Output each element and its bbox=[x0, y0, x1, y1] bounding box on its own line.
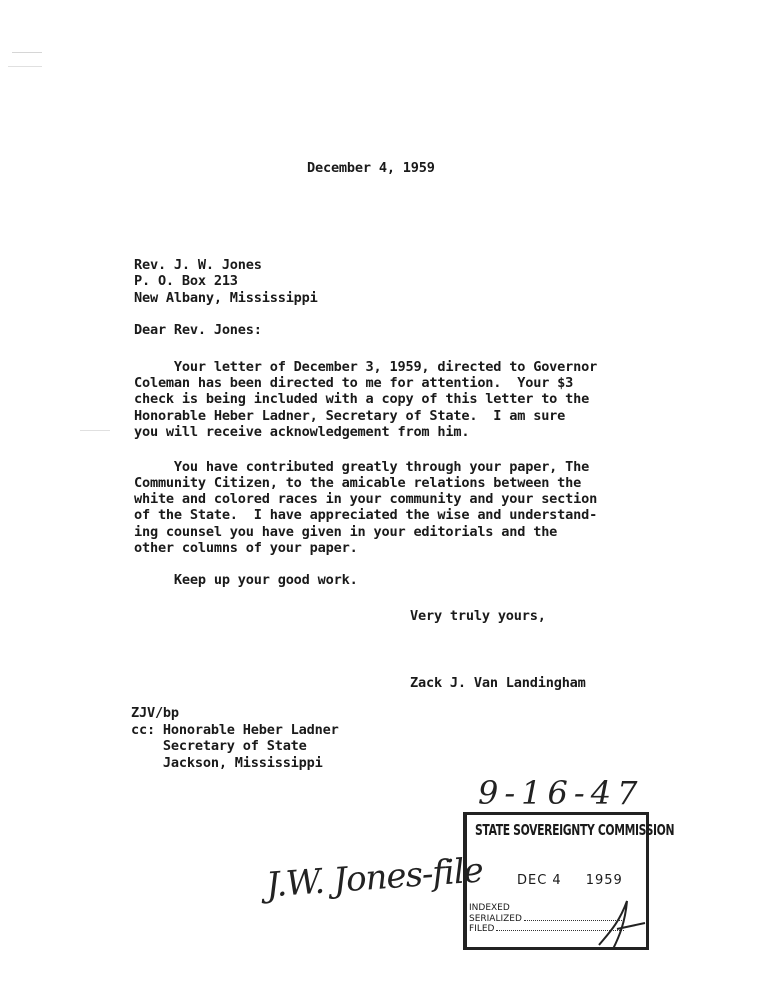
salutation: Dear Rev. Jones: bbox=[134, 322, 262, 338]
cc-line: Secretary of State bbox=[131, 738, 307, 754]
body-line: white and colored races in your community and your section bbox=[134, 491, 598, 507]
body-line: check is being included with a copy of this letter to the bbox=[134, 391, 590, 407]
scan-speck bbox=[8, 66, 42, 67]
body-line: Community Citizen, to the amicable relations between the bbox=[134, 475, 582, 491]
body-line: ing counsel you have given in your editorials and the bbox=[134, 524, 558, 540]
body-line: of the State. I have appreciated the wise and understand- bbox=[134, 507, 598, 523]
letter-date: December 4, 1959 bbox=[307, 160, 435, 176]
recipient-line: New Albany, Mississippi bbox=[134, 290, 318, 306]
stamp-filed: FILED bbox=[469, 923, 624, 934]
recipient-line: Rev. J. W. Jones bbox=[134, 257, 262, 273]
body-line: Honorable Heber Ladner, Secretary of State. I am sure bbox=[134, 408, 566, 424]
body-line: you will receive acknowledgement from him. bbox=[134, 424, 470, 440]
typist-initials: ZJV/bp bbox=[131, 705, 179, 721]
stamp-initials-scribble bbox=[589, 893, 649, 953]
body-line: You have contributed greatly through your paper, The bbox=[134, 459, 590, 475]
received-stamp bbox=[463, 812, 675, 950]
stamp-date-month: DEC 4 bbox=[517, 873, 562, 888]
stamp-indexed: INDEXED bbox=[469, 903, 510, 913]
cc-line: cc: Honorable Heber Ladner bbox=[131, 722, 339, 738]
recipient-line: P. O. Box 213 bbox=[134, 273, 238, 289]
body-line: Coleman has been directed to me for attention. Your $3 bbox=[134, 375, 574, 391]
scan-speck bbox=[80, 430, 110, 431]
stamp-date-year: 1959 bbox=[585, 873, 623, 888]
handwritten-date: 9-16-47 bbox=[478, 774, 644, 812]
scan-speck bbox=[12, 52, 42, 53]
paragraph-3: Keep up your good work. bbox=[134, 572, 358, 588]
handwritten-signature: J.W. Jones-file bbox=[264, 850, 485, 906]
body-line: other columns of your paper. bbox=[134, 540, 358, 556]
stamp-title: STATE SOVEREIGNTY COMMISSION bbox=[475, 821, 675, 839]
signer-name: Zack J. Van Landingham bbox=[410, 675, 586, 691]
closing: Very truly yours, bbox=[410, 608, 546, 624]
stamp-date bbox=[517, 873, 623, 888]
stamp-serialized: SERIALIZED bbox=[469, 913, 624, 924]
cc-line: Jackson, Mississippi bbox=[131, 755, 323, 771]
body-line: Your letter of December 3, 1959, directed to Governor bbox=[134, 359, 598, 375]
